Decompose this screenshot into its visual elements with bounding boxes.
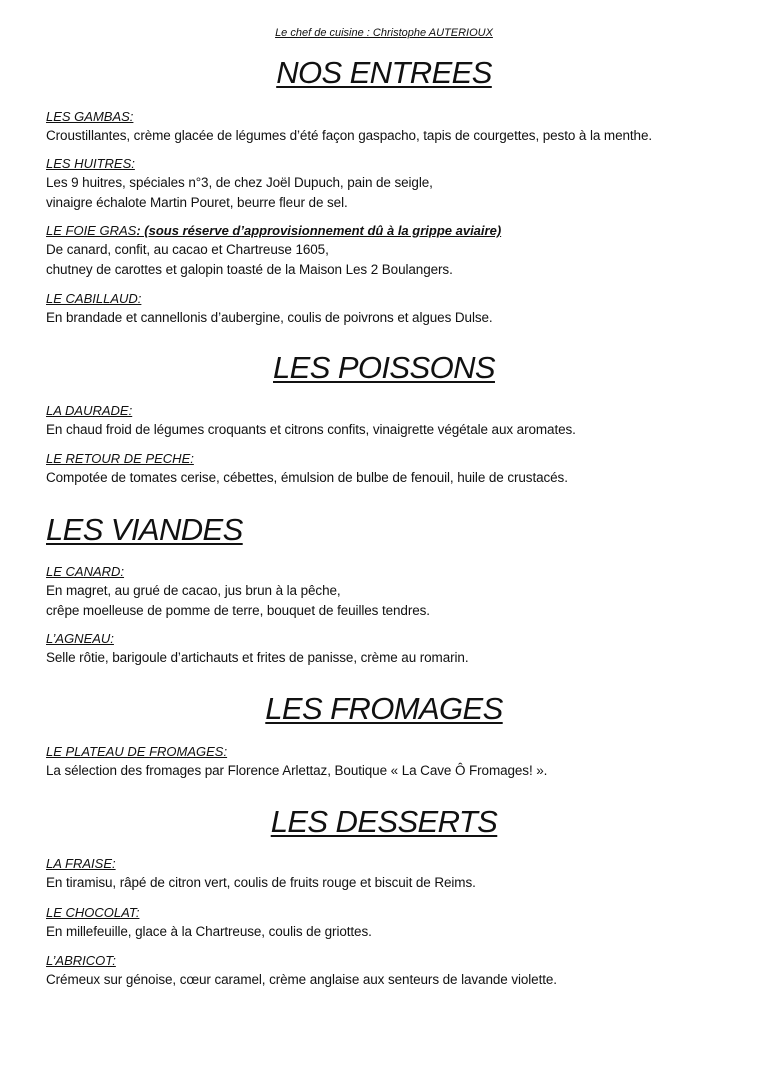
item-title-note: : (sous réserve d’approvisionnement dû à la grippe aviaire)	[136, 223, 502, 238]
section-title-fromages: LES FROMAGES	[265, 691, 503, 726]
item-description: Compotée de tomates cerise, cébettes, émulsion de bulbe de fenouil, huile de crustacés.	[46, 470, 568, 485]
item-title: LE CABILLAUD:	[46, 291, 142, 306]
item-title: LE RETOUR DE PECHE:	[46, 451, 194, 466]
item-title: LES HUITRES:	[46, 156, 135, 171]
menu-item-canard	[46, 563, 736, 620]
item-title: LE PLATEAU DE FROMAGES:	[46, 744, 228, 759]
item-title-name: LE FOIE GRAS	[46, 223, 137, 238]
menu-item-gambas	[46, 108, 736, 146]
chef-credit: Le chef de cuisine : Christophe AUTERIOUX	[275, 27, 493, 39]
item-title	[46, 222, 736, 240]
section-title-desserts: LES DESSERTS	[270, 804, 498, 839]
menu-item-cabillaud	[46, 290, 736, 328]
menu-item-fraise	[46, 855, 736, 893]
menu-item-abricot	[46, 952, 736, 990]
item-description: La sélection des fromages par Florence Arlettaz, Boutique « La Cave Ô Fromages! ».	[46, 763, 548, 778]
item-title: LE CANARD:	[46, 564, 125, 579]
item-title: LA FRAISE:	[46, 856, 116, 871]
item-description: crêpe moelleuse de pomme de terre, bouquet de feuilles tendres.	[46, 602, 430, 618]
item-description: Crémeux sur génoise, cœur caramel, crème anglaise aux senteurs de lavande violette.	[46, 972, 557, 987]
item-description: vinaigre échalote Martin Pouret, beurre fleur de sel.	[46, 194, 348, 210]
section-title-entrees: NOS ENTREES	[276, 55, 492, 90]
item-description: En magret, au grué de cacao, jus brun à la pêche,	[46, 583, 341, 598]
menu-item-retour-de-peche	[46, 450, 736, 488]
menu-item-plateau-fromages	[46, 743, 736, 781]
item-description: De canard, confit, au cacao et Chartreuse 1605,	[46, 242, 329, 257]
item-description: En chaud froid de légumes croquants et citrons confits, vinaigrette végétale aux aromates.	[46, 422, 576, 437]
item-title: LA DAURADE:	[46, 403, 133, 418]
item-description: En brandade et cannellonis d’aubergine, coulis de poivrons et algues Dulse.	[46, 310, 493, 325]
item-title: L’AGNEAU:	[46, 631, 114, 646]
item-description: En tiramisu, râpé de citron vert, coulis de fruits rouge et biscuit de Reims.	[46, 875, 476, 890]
item-description: Les 9 huitres, spéciales n°3, de chez Joël Dupuch, pain de seigle,	[46, 175, 433, 190]
menu-item-daurade	[46, 402, 736, 440]
menu-item-chocolat	[46, 904, 736, 942]
menu-item-huitres	[46, 155, 736, 212]
item-description: En millefeuille, glace à la Chartreuse, coulis de griottes.	[46, 924, 372, 939]
item-title: LES GAMBAS:	[46, 109, 134, 124]
section-title-viandes: LES VIANDES	[46, 512, 243, 547]
section-title-poissons: LES POISSONS	[273, 350, 495, 385]
item-description: Croustillantes, crème glacée de légumes d’été façon gaspacho, tapis de courgettes, pesto à la menthe.	[46, 128, 653, 143]
menu-item-agneau	[46, 630, 736, 668]
item-title: L’ABRICOT:	[46, 953, 116, 968]
item-description: chutney de carottes et galopin toasté de la Maison Les 2 Boulangers.	[46, 261, 453, 277]
item-title: LE CHOCOLAT:	[46, 905, 140, 920]
item-description: Selle rôtie, barigoule d’artichauts et frites de panisse, crème au romarin.	[46, 650, 469, 665]
menu-item-foie-gras	[46, 222, 736, 279]
